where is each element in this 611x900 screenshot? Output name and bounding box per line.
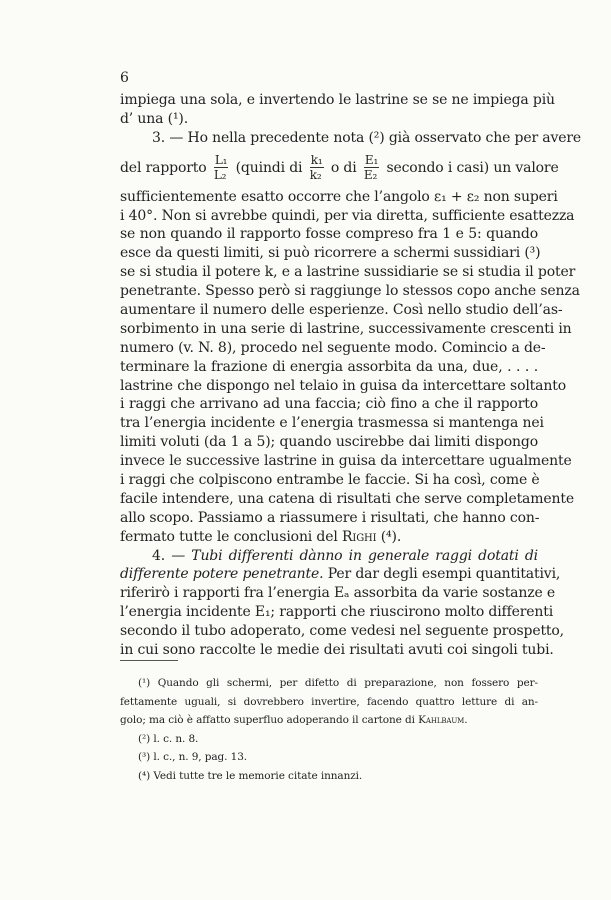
text-line xyxy=(120,528,538,547)
last-line-prefix: fermato tutte le conclusioni del xyxy=(120,528,338,545)
fraction-numerator: E₁ xyxy=(364,153,379,168)
text-line: in cui sono raccolte le medie dei risultati avuti coi singoli tubi. xyxy=(120,642,554,659)
page-number: 6 xyxy=(120,70,129,86)
text-line: se si studia il potere k, e a lastrine sussidiarie se si studia il poter xyxy=(120,264,576,281)
text-line xyxy=(120,565,561,584)
author-name: Righi xyxy=(342,528,377,545)
footnote-rule xyxy=(120,660,178,661)
text-line: l’energia incidente E₁; rapporti che riuscirono molto differenti xyxy=(120,604,554,621)
text-line: se non quando il rapporto fosse compreso fra 1 e 5: quando xyxy=(120,226,538,243)
footnote-4: (⁴) Vedi tutte tre le memorie citate innanzi. xyxy=(138,769,363,782)
ratio-prefix: del rapporto xyxy=(120,159,207,176)
ratio-line xyxy=(120,148,559,188)
text-fragment: Per dar degli esempi quantitativi, xyxy=(327,566,561,583)
section-title-cont: differente potere penetrante. xyxy=(120,566,324,583)
text-line: terminare la frazione di energia assorbita da una, due, . . . . xyxy=(120,358,538,375)
footnote-ref: (⁴). xyxy=(380,528,402,545)
text-line: numero (v. N. 8), procedo nel seguente modo. Comincio a de- xyxy=(120,339,546,356)
fraction-denominator: E₂ xyxy=(363,168,378,183)
fraction-denominator: k₂ xyxy=(309,168,322,183)
section-title: Tubi differenti dànno in generale raggi dotati di xyxy=(191,547,538,564)
ratio-mid-2: o di xyxy=(330,159,357,176)
text-line: facile intendere, una catena di risultati che serve completamente xyxy=(120,490,574,507)
text-line: secondo il tubo adoperato, come vedesi nel seguente prospetto, xyxy=(120,623,564,640)
text-line: sufficientemente esatto occorre che l’angolo ε₁ + ε₂ non superi xyxy=(120,188,558,205)
text-line: i raggi che arrivano ad una faccia; ciò fino a che il rapporto xyxy=(120,396,538,413)
footnote-text: golo; ma ciò è affatto superfluo adoperando il cartone di xyxy=(120,714,415,726)
footnote-2: (²) l. c. n. 8. xyxy=(138,732,199,745)
text-line: i 40°. Non si avrebbe quindi, per via diretta, sufficiente esattezza xyxy=(120,207,575,224)
section-number: 4. — xyxy=(152,547,186,564)
text-line: allo scopo. Passiamo a riassumere i risultati, che hanno con- xyxy=(120,509,540,526)
ratio-suffix: secondo i casi) un valore xyxy=(386,159,559,176)
ratio-mid-1: (quindi di xyxy=(235,159,303,176)
footnote-1: (¹) Quando gli schermi, per difetto di preparazione, non fossero per- xyxy=(138,677,538,689)
section-4-heading-line xyxy=(120,547,538,566)
text-line: tra l’energia incidente e l’energia trasmessa si mantenga nei xyxy=(120,415,544,432)
fraction-denominator: L₂ xyxy=(213,168,227,183)
author-name: Kahlbaum. xyxy=(418,714,468,726)
text-line: sorbimento in una serie di lastrine, successivamente crescenti in xyxy=(120,320,572,337)
text-line: invece le successive lastrine in guisa da intercettare ugualmente xyxy=(120,453,572,470)
body-text xyxy=(120,91,582,660)
text-line: esce da questi limiti, si può ricorrere a schermi sussidiari (³) xyxy=(120,245,541,262)
text-line: d’ una (¹). xyxy=(120,110,189,127)
text-line: penetrante. Spesso però si raggiunge lo stessos copo anche senza xyxy=(120,283,580,300)
text-line: aumentare il numero delle esperienze. Così nello studio dell’as- xyxy=(120,302,563,319)
fraction-numerator: L₁ xyxy=(214,153,228,168)
text-line: riferirò i rapporti fra l’energia Eₐ assorbita da varie sostanze e xyxy=(120,585,556,602)
footnote-3: (³) l. c., n. 9, pag. 13. xyxy=(138,751,248,763)
text-line: i raggi che colpiscono entrambe le faccie. Si ha così, come è xyxy=(120,472,540,489)
text-line: lastrine che dispongo nel telaio in guisa da intercettare soltanto xyxy=(120,377,566,394)
footnote-1-cont xyxy=(120,711,538,730)
fraction-numerator: k₁ xyxy=(310,153,323,168)
footnotes xyxy=(120,674,538,785)
text-line: limiti voluti (da 1 a 5); quando uscirebbe dai limiti dispongo xyxy=(120,434,538,451)
section-3-heading-line: 3. — Ho nella precedente nota (²) già osservato che per avere xyxy=(152,129,582,146)
text-line: impiega una sola, e invertendo le lastrine se se ne impiega più xyxy=(120,92,555,108)
fraction-k xyxy=(310,153,324,182)
footnote-1-cont: fettamente uguali, si dovrebbero invertire, facendo quattro letture di an- xyxy=(120,695,538,708)
fraction-E xyxy=(364,153,379,182)
fraction-L xyxy=(214,153,228,182)
